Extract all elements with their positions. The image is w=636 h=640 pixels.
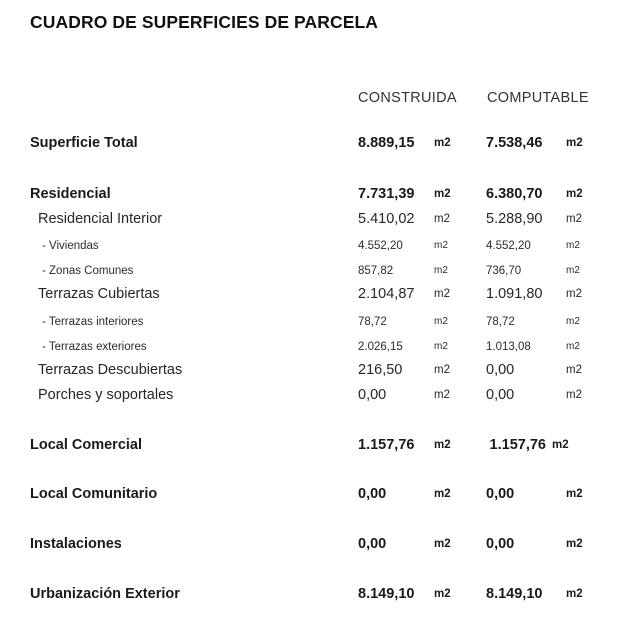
unit-computable: m2 — [566, 389, 582, 401]
column-header-computable: COMPUTABLE — [487, 90, 589, 106]
unit-construida: m2 — [434, 439, 451, 451]
unit-computable: m2 — [552, 439, 569, 451]
table-row — [0, 260, 636, 282]
value-computable: 4.552,20 — [486, 240, 531, 252]
unit-computable: m2 — [566, 538, 583, 550]
value-computable: 0,00 — [486, 536, 515, 552]
value-computable: 8.149,10 — [486, 586, 543, 602]
unit-computable: m2 — [566, 213, 582, 225]
value-computable: 5.288,90 — [486, 211, 543, 227]
row-label: Porches y soportales — [38, 387, 174, 403]
value-computable: 0,00 — [486, 362, 515, 378]
unit-construida: m2 — [434, 240, 448, 251]
row-label: - Viviendas — [42, 240, 99, 252]
row-label: Urbanización Exterior — [30, 586, 180, 602]
row-label: Residencial Interior — [38, 211, 163, 227]
value-computable: 1.013,08 — [486, 341, 531, 353]
value-construida: 4.552,20 — [358, 240, 403, 252]
unit-construida: m2 — [434, 316, 448, 327]
unit-construida: m2 — [434, 538, 451, 550]
table-row — [0, 359, 636, 381]
unit-construida: m2 — [434, 188, 451, 200]
value-computable: 1.091,80 — [486, 286, 543, 302]
unit-construida: m2 — [434, 137, 451, 149]
table-row — [0, 583, 636, 605]
value-construida: 78,72 — [358, 316, 387, 328]
value-computable: 0,00 — [486, 486, 515, 502]
unit-construida: m2 — [434, 341, 448, 352]
page-title: CUADRO DE SUPERFICIES DE PARCELA — [30, 12, 379, 32]
unit-computable: m2 — [566, 265, 580, 276]
row-label: - Zonas Comunes — [42, 265, 134, 277]
unit-construida: m2 — [434, 488, 451, 500]
unit-computable: m2 — [566, 288, 582, 300]
unit-computable: m2 — [566, 364, 582, 376]
value-computable: 7.538,46 — [486, 135, 543, 151]
value-computable: 736,70 — [486, 265, 522, 277]
value-construida: 8.889,15 — [358, 135, 415, 151]
unit-computable: m2 — [566, 588, 583, 600]
value-construida: 1.157,76 — [358, 437, 415, 453]
value-construida: 0,00 — [358, 486, 387, 502]
row-label: - Terrazas exteriores — [42, 341, 147, 353]
row-label: Terrazas Descubiertas — [38, 362, 183, 378]
value-computable: 1.157,76 — [489, 437, 546, 453]
table-row — [0, 235, 636, 257]
unit-construida: m2 — [434, 364, 450, 376]
value-construida: 857,82 — [358, 265, 394, 277]
column-header-construida: CONSTRUIDA — [358, 90, 457, 106]
value-construida: 5.410,02 — [358, 211, 415, 227]
row-label: Superficie Total — [30, 135, 138, 151]
table-row — [0, 384, 636, 406]
value-computable: 78,72 — [486, 316, 515, 328]
table-row — [0, 336, 636, 358]
unit-computable: m2 — [566, 316, 580, 327]
value-computable: 0,00 — [486, 387, 515, 403]
unit-construida: m2 — [434, 588, 451, 600]
value-construida: 0,00 — [358, 387, 387, 403]
unit-computable: m2 — [566, 240, 580, 251]
unit-construida: m2 — [434, 265, 448, 276]
value-construida: 7.731,39 — [358, 186, 415, 202]
table-row — [0, 311, 636, 333]
unit-computable: m2 — [566, 488, 583, 500]
unit-construida: m2 — [434, 213, 450, 225]
unit-construida: m2 — [434, 389, 450, 401]
row-label: Local Comunitario — [30, 486, 158, 502]
row-label: Instalaciones — [30, 536, 122, 552]
value-construida: 2.104,87 — [358, 286, 415, 302]
table-row — [0, 183, 636, 205]
value-computable: 6.380,70 — [486, 186, 543, 202]
row-label: Residencial — [30, 186, 111, 202]
value-construida: 216,50 — [358, 362, 403, 378]
unit-computable: m2 — [566, 188, 583, 200]
value-construida: 0,00 — [358, 536, 387, 552]
table-row — [0, 434, 636, 456]
unit-computable: m2 — [566, 137, 583, 149]
value-construida: 2.026,15 — [358, 341, 403, 353]
table-row — [0, 483, 636, 505]
row-label: - Terrazas interiores — [42, 316, 144, 328]
table-row — [0, 132, 636, 154]
table-row — [0, 283, 636, 305]
unit-computable: m2 — [566, 341, 580, 352]
row-label: Local Comercial — [30, 437, 143, 453]
table-row — [0, 208, 636, 230]
table-row — [0, 533, 636, 555]
unit-construida: m2 — [434, 288, 450, 300]
row-label: Terrazas Cubiertas — [38, 286, 160, 302]
value-construida: 8.149,10 — [358, 586, 415, 602]
